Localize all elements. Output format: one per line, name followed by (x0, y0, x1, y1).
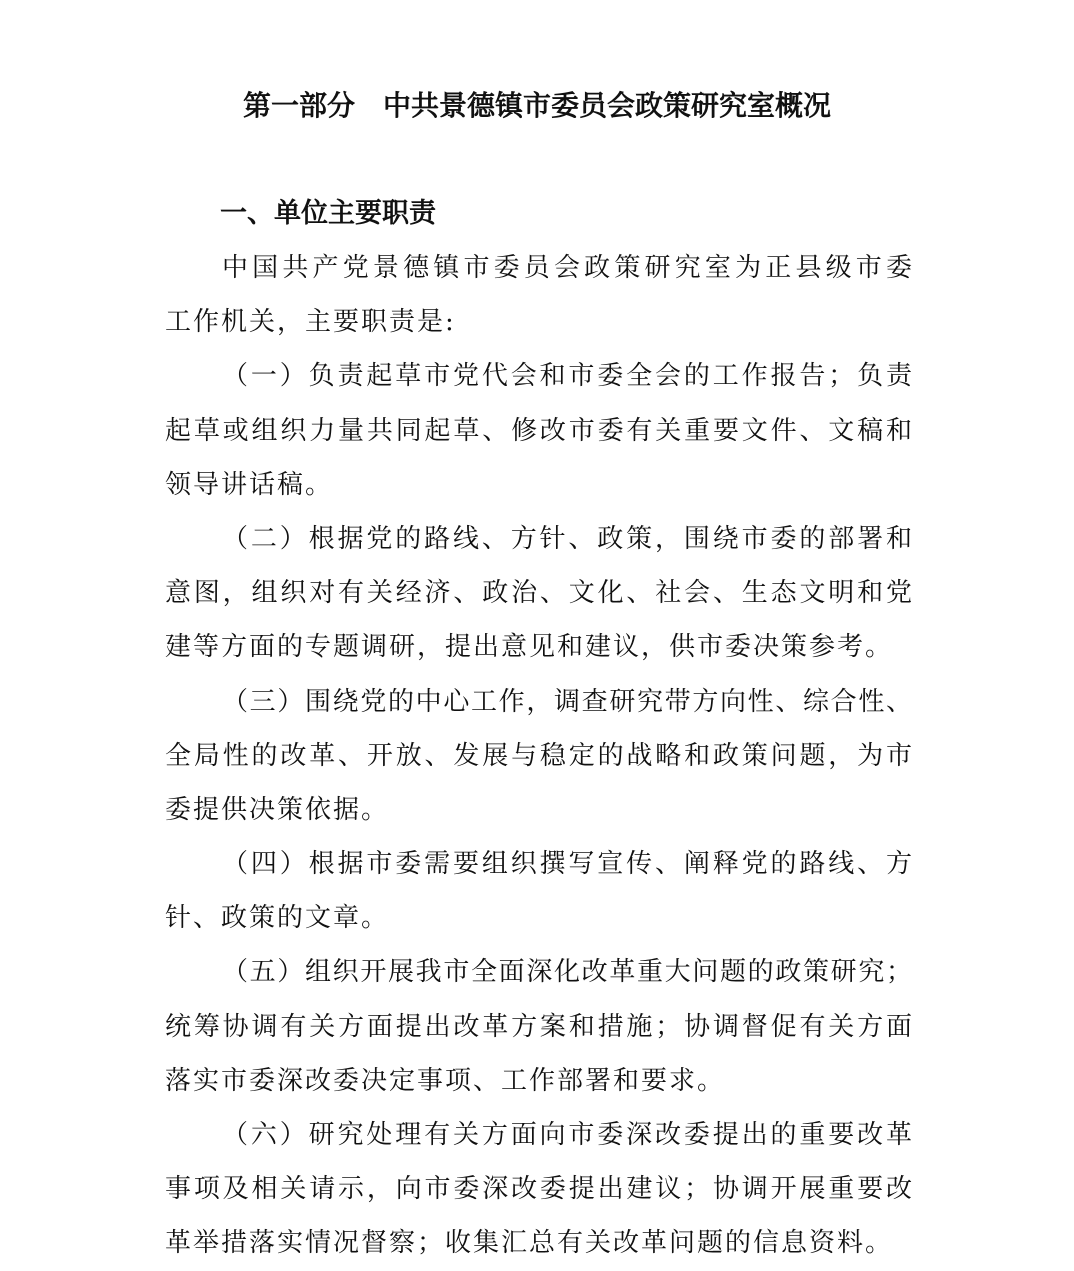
text-line: 起草或组织力量共同起草、修改市委有关重要文件、文稿和 (165, 415, 912, 446)
paragraph (165, 837, 912, 945)
text-line: 全局性的改革、开放、发展与稳定的战略和政策问题，为市 (165, 740, 912, 771)
text-line: 委提供决策依据。 (165, 794, 390, 825)
text-line: （三）围绕党的中心工作，调查研究带方向性、综合性、 (222, 686, 912, 717)
document-body (165, 241, 912, 1271)
paragraph (165, 349, 912, 512)
text-line: 工作机关，主要职责是: (165, 307, 456, 338)
text-line: 意图，组织对有关经济、政治、文化、社会、生态文明和党 (165, 578, 912, 609)
text-line: 革举措落实情况督察；收集汇总有关改革问题的信息资料。 (165, 1228, 894, 1259)
text-line: 中国共产党景德镇市委员会政策研究室为正县级市委 (222, 253, 912, 283)
text-line: （六）研究处理有关方面向市委深改委提出的重要改革 (222, 1120, 912, 1150)
text-line: 建等方面的专题调研，提出意见和建议，供市委决策参考。 (165, 632, 894, 663)
text-line: （二）根据党的路线、方针、政策，围绕市委的部署和 (222, 523, 912, 554)
page-title: 第一部分 中共景德镇市委员会政策研究室概况 (242, 89, 831, 122)
text-line: 领导讲话稿。 (165, 469, 334, 500)
text-line: （五）组织开展我市全面深化改革重大问题的政策研究； (222, 957, 912, 988)
text-line: 落实市委深改委决定事项、工作部署和要求。 (165, 1065, 726, 1096)
paragraph (165, 241, 912, 349)
paragraph (165, 945, 912, 1108)
paragraph (165, 512, 912, 675)
text-line: （四）根据市委需要组织撰写宣传、阐释党的路线、方 (222, 849, 912, 880)
text-line: 针、政策的文章。 (165, 903, 390, 934)
text-line: 事项及相关请示，向市委深改委提出建议；协调开展重要改 (165, 1174, 912, 1205)
paragraph (165, 675, 912, 838)
paragraph (165, 1108, 912, 1271)
section-heading: 一、单位主要职责 (220, 198, 436, 229)
text-line: 统筹协调有关方面提出改革方案和措施；协调督促有关方面 (165, 1011, 912, 1042)
text-line: （一）负责起草市党代会和市委全会的工作报告；负责 (222, 361, 912, 392)
